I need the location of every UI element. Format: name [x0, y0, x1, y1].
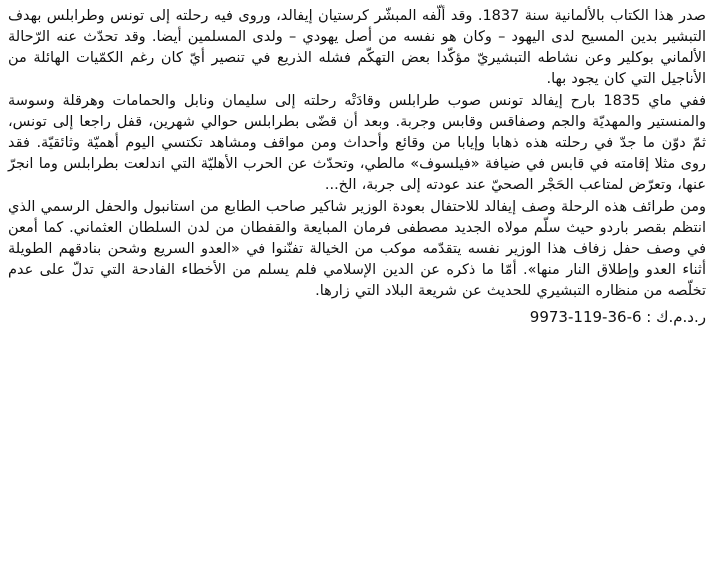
paragraph-journey: ففي ماي 1835 بارح إيفالد تونس صوب طرابلس وقادَتْه رحلته إلى سليمان ونابل والحمامات وهرقلة وسوسة والمنستير والمهديّة والجم وصفاقس وقابس وجربة. وبعد أن قضّى بطرابلس حوالي شهرين، قفل راجعا إلى تونس، ثمّ دوّن ما جدّ في رحلته هذه ذهابا وإيابا من وقائع وأحداث ومن مواقف ومشاهد تكتسي اليوم أهميّة وثائقيّة. فقد روى مثلا إقامته في قابس في ضيافة «فيلسوف» مالطي، وتحدّث عن الحرب الأهليّة التي اندلعت بطرابلس وما انجرّ عنها، وتعرّض لمتاعب الحَجْر الصحيّ عند عودته إلى جربة، الخ... — [8, 93, 707, 193]
isbn-line: ر.د.م.ك : 6-36-119-9973 — [529, 308, 706, 326]
paragraph-intro: صدر هذا الكتاب بالألمانية سنة 1837. وقد ألّفه المبشّر كرستيان إيفالد، وروى فيه رحلته إلى تونس وطرابلس بهدف التبشير بدين المسيح لدى اليهود – وكان هو نفسه من أصل يهودي – ولدى المسلمين أيضا. وقد تحدّث عنه الرّحالة الألماني بوكلير وعن نشاطه التبشيريّ مؤكّدا بعض التهكّم فشله الذريع في تنصير أيّ كان رغم الكمّيات الهائلة من الأناجيل التي كان يجود بها. — [8, 8, 706, 87]
paragraph-anecdotes: ومن طرائف هذه الرحلة وصف إيفالد للاحتفال بعودة الوزير شاكير صاحب الطابع من استانبول والحفل الرسمي الذي انتظم بقصر باردو حيث سلّم مولاه الجديد مصطفى فرمان المبايعة والقفطان من لدن السلطان العثماني. كما أمعن في وصف حفل زفاف هذا الوزير نفسه يتقدّمه موكب من الخيالة تفنّنوا في «العدو السريع وشحن بنادقهم الطويلة أثناء العدو وإطلاق النار منها». أمّا ما ذكره عن الدين الإسلامي فلم يسلم من الأخطاء الفادحة التي تدلّ على عدم تخلّصه من منظاره التبشيري للحديث عن شريعة البلاد التي زارها. — [8, 199, 706, 299]
